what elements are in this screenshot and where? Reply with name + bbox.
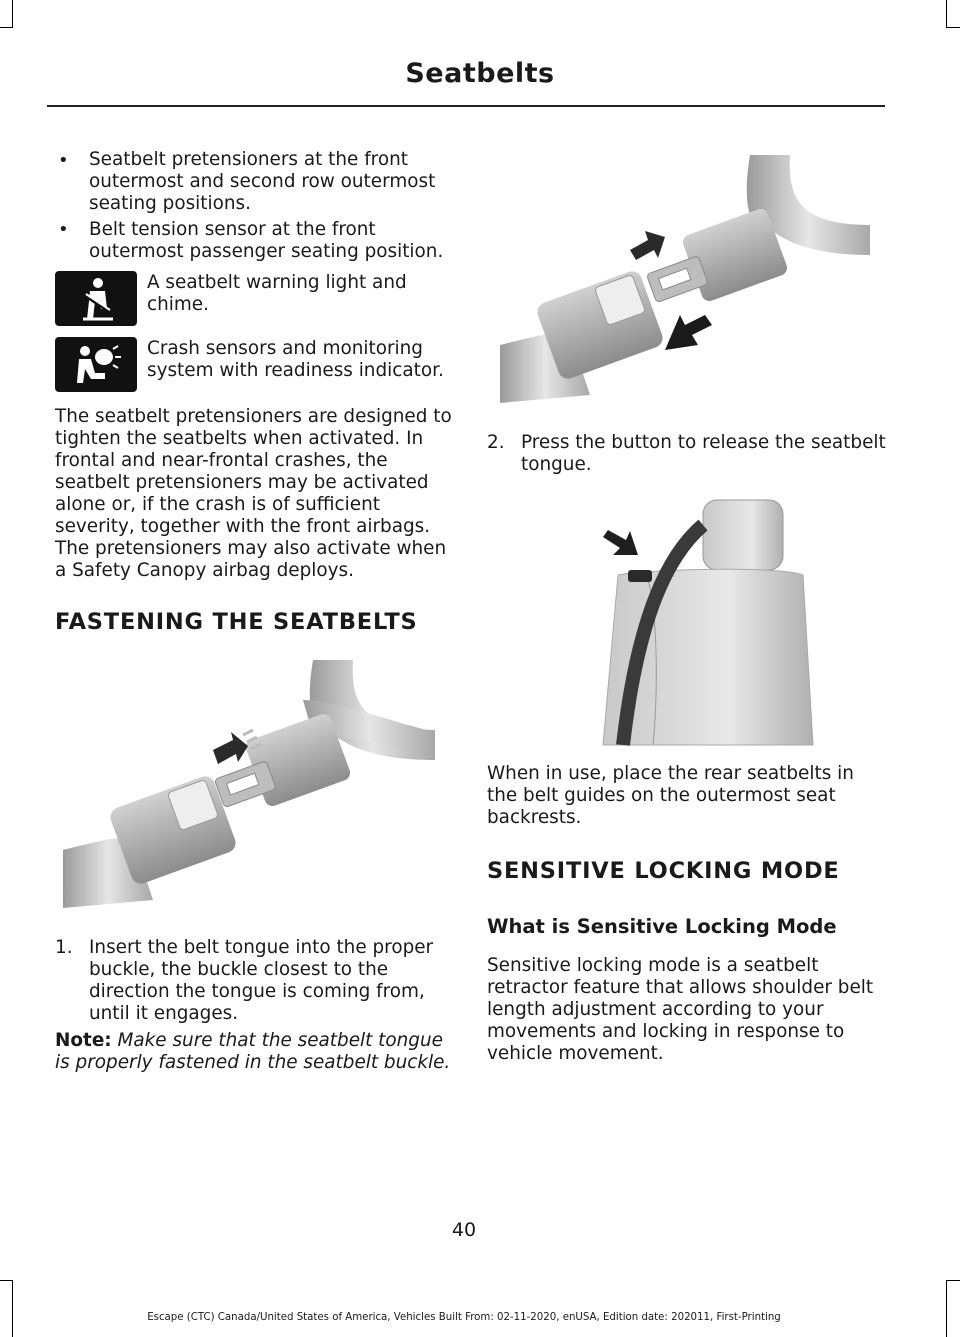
crop-mark: [0, 27, 13, 28]
step-text: Press the button to release the seatbelt tongue.: [521, 432, 886, 475]
step-text: Insert the belt tongue into the proper buckle, the buckle closest to the direction the tongue is coming from, until it engages.: [89, 937, 434, 1024]
step-number: 2.: [487, 432, 505, 453]
sub-heading: What is Sensitive Locking Mode: [487, 915, 837, 938]
body-paragraph: When in use, place the rear seatbelts in the belt guides on the outermost seat backrests.: [487, 763, 854, 828]
icon-item-text: Crash sensors and monitoring system with readiness indicator.: [147, 338, 444, 381]
rear-seat-belt-guide-illustration: [598, 495, 828, 750]
crop-mark: [946, 1280, 947, 1337]
bullet-text: Belt tension sensor at the front outermost passenger seating position.: [89, 219, 444, 262]
crop-mark: [0, 1280, 13, 1281]
page-number: 40: [451, 1219, 477, 1241]
crop-mark: [12, 0, 13, 28]
body-paragraph: The seatbelt pretensioners are designed to tighten the seatbelts when activated. In frontal and near-frontal crashes, the seatbelt pretensioners may be activated alone or, if the crash is of sufficient severity, together with the front airbags. The pretensioners may also activate when a Safety Canopy airbag deploys.: [55, 406, 452, 581]
airbag-indicator-icon: [55, 337, 137, 392]
crop-mark: [946, 1280, 960, 1281]
footer-text: Escape (CTC) Canada/United States of America, Vehicles Built From: 02-11-2020, enUSA, Edition date: 202011, First-Printing: [147, 1312, 781, 1323]
header-divider: [47, 105, 885, 107]
crop-mark: [946, 27, 960, 28]
bullet-marker: •: [58, 150, 69, 171]
seatbelt-release-illustration: [500, 155, 870, 403]
bullet-marker: •: [58, 219, 69, 240]
crop-mark: [946, 0, 947, 28]
section-heading: FASTENING THE SEATBELTS: [55, 609, 418, 635]
seatbelt-warning-icon: [55, 271, 137, 326]
note-label: Note:: [55, 1030, 112, 1051]
icon-item-text: A seatbelt warning light and chime.: [147, 272, 407, 315]
step-number: 1.: [55, 937, 73, 958]
note-text: Make sure that the seatbelt tongue is properly fastened in the seatbelt buckle.: [55, 1030, 451, 1073]
note: [55, 1030, 455, 1074]
body-paragraph: Sensitive locking mode is a seatbelt retractor feature that allows shoulder belt length adjustment according to your movements and locking in response to vehicle movement.: [487, 955, 874, 1064]
section-heading: SENSITIVE LOCKING MODE: [487, 858, 840, 884]
page-title: Seatbelts: [405, 58, 555, 89]
bullet-text: Seatbelt pretensioners at the front outermost and second row outermost seating positions.: [89, 149, 436, 214]
seatbelt-insert-illustration: [63, 660, 435, 910]
crop-mark: [12, 1280, 13, 1337]
